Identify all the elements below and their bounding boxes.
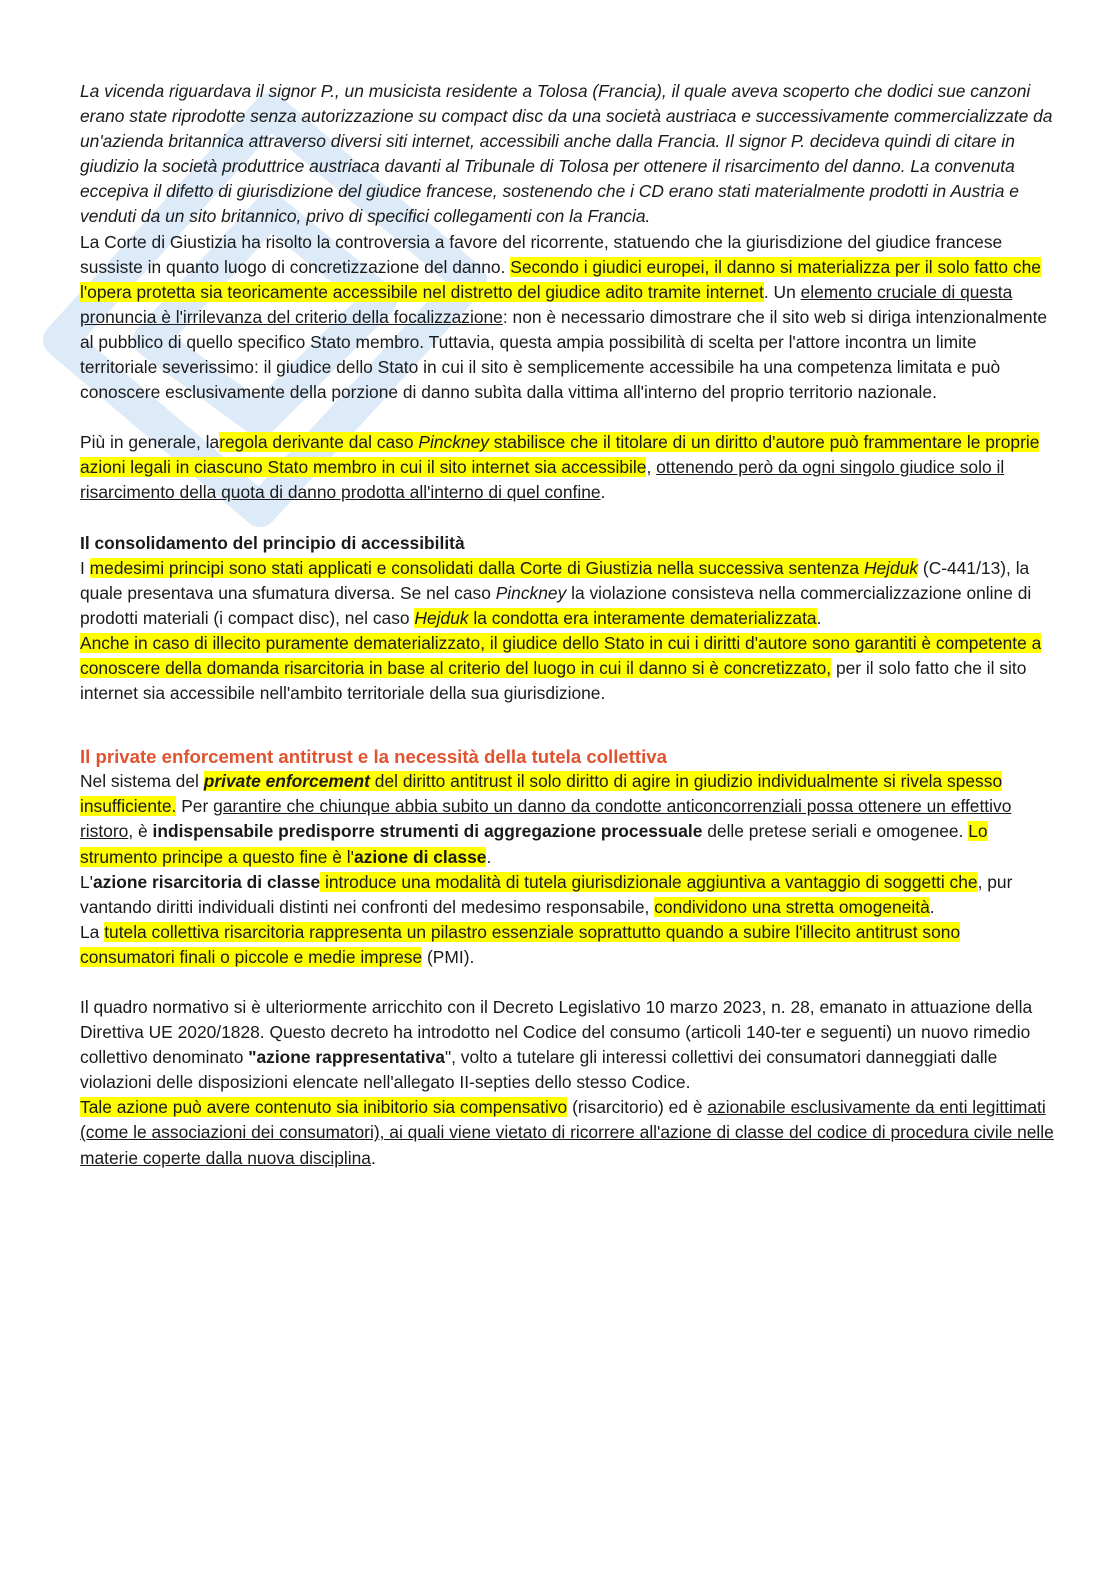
bold-term: "azione rappresentativa: [248, 1047, 445, 1068]
text-run: .: [600, 482, 606, 503]
bold-term: indispensabile predisporre strumenti di aggregazione processuale: [152, 821, 703, 842]
text-run: , è: [128, 821, 153, 842]
case-name: Hejduk: [863, 557, 919, 578]
text-run: . Un: [763, 281, 801, 302]
highlight: Anche in caso di illecito puramente dematerializzato, il giudice dello Stato in cui i diritti d'autore sono garantiti è competente a conoscere della domanda risarcitoria in base al criterio del luogo in cui il danno si è concretizzato,: [80, 632, 1042, 678]
paragraph-private-enforcement: [80, 769, 1058, 869]
text-run: .: [486, 846, 492, 867]
highlight: [414, 608, 816, 628]
text-run: .: [370, 1147, 376, 1168]
underline: garantire che chiunque abbia subito un danno da condotte anticoncorrenziali possa ottenere un effettivo ristoro: [80, 796, 1012, 842]
text-run: del diritto antitrust il solo diritto di agire in giudizio individualmente si rivela spesso insufficiente.: [80, 771, 1003, 817]
highlight: tutela collettiva risarcitoria rappresenta un pilastro essenziale soprattutto quando a subire l'illecito antitrust sono consumatori finali o piccole e medie imprese: [80, 921, 961, 967]
paragraph-dematerialized: [80, 631, 1058, 706]
text-run: ,: [646, 457, 657, 478]
text-run: I: [80, 557, 90, 578]
highlight: Secondo i giudici europei, il danno si materializza per il solo fatto che l'opera protetta sia teoricamente accessibile nel distretto del giudice adito tramite internet: [80, 256, 1041, 302]
text-run: La: [80, 921, 105, 942]
underline: ottenendo però da ogni singolo giudice solo il risarcimento della quota di danno prodotta all'interno di quel confine: [80, 457, 1005, 503]
paragraph-hejduk: [80, 556, 1058, 631]
paragraph-legislative-decree: [80, 995, 1058, 1095]
paragraph-representative-action: [80, 1095, 1058, 1170]
text-run: .: [816, 607, 822, 628]
text-run: L': [80, 871, 93, 892]
spacer: [80, 706, 1058, 744]
bold-term: azione risarcitoria di classe: [93, 871, 321, 892]
case-name: Pinckney: [418, 432, 489, 453]
paragraph-collective-protection: [80, 920, 1058, 970]
paragraph-class-action: [80, 870, 1058, 920]
text-run: ", volto a tutelare gli interessi collettivi dei consumatori danneggiati dalle violazioni delle disposizioni elencate nell'allegato II-septies dello stesso Codice.: [80, 1047, 998, 1093]
case-name: Hejduk: [414, 607, 469, 628]
text-run: Lo strumento principe a questo fine è l': [80, 821, 988, 867]
bold-term: azione di classe: [354, 846, 487, 867]
text-run: , pur vantando diritti individuali distinti nei confronti del medesimo responsabile,: [80, 871, 1013, 917]
document-page: [80, 79, 1058, 1171]
highlight: [90, 558, 918, 578]
text-run: Nel sistema del: [80, 771, 204, 792]
paragraph-pinckney-rule: [80, 430, 1058, 505]
spacer: [80, 506, 1058, 531]
case-name: Pinckney: [495, 582, 567, 603]
text-run: Il quadro normativo si è ulteriormente arricchito con il Decreto Legislativo 10 marzo 2023, n. 28, emanato in attuazione della Direttiva UE 2020/1828. Questo decreto ha introdotto nel Codice del consumo (articoli 140-ter e seguenti) un nuovo rimedio collettivo denominato: [80, 997, 1033, 1068]
text-run: : non è necessario dimostrare che il sito web si diriga intenzionalmente al pubblico di quello specifico Stato membro. Tuttavia, questa ampia possibilità di scelta per l'attore incontra un limite territoriale severissimo: il giudice dello Stato in cui il sito è semplicemente accessibile ha una competenza limitata e può conoscere esclusivamente della porzione di danno subìta dalla vittima all'interno del proprio territorio nazionale.: [80, 306, 1048, 403]
highlight: introduce una modalità di tutela giurisdizionale aggiuntiva a vantaggio di soggetti che: [320, 871, 978, 892]
highlight: Tale azione può avere contenuto sia inibitorio sia compensativo: [80, 1097, 568, 1118]
text-run: (risarcitorio) ed è: [567, 1097, 708, 1118]
spacer: [80, 405, 1058, 430]
text-run: la violazione consisteva nella commercializzazione online di prodotti materiali (i compact disc), nel caso: [80, 582, 1032, 628]
text-run: stabilisce che il titolare di un diritto d'autore può frammentare le proprie azioni legali in ciascuno Stato membro in cui il sito internet sia accessibile: [80, 432, 1040, 478]
paragraph-pinckney-facts: La vicenda riguardava il signor P., un musicista residente a Tolosa (Francia), il quale aveva scoperto che dodici sue canzoni erano state riprodotte senza autorizzazione su compact disc da una società austriaca e successivamente commercializzate da un'azienda britannica attraverso diversi siti internet, accessibili anche dalla Francia. Il signor P. decideva quindi di citare in giudizio la società produttrice austriaca davanti al Tribunale di Tolosa per ottenere il risarcimento del danno. La convenuta eccepiva il difetto di giurisdizione del giudice francese, sostenendo che i CD erano stati materialmente prodotti in Austria e venduti da un sito britannico, privo di specifici collegamenti con la Francia.: [80, 81, 1053, 227]
highlight: condividono una stretta omogeneità: [654, 896, 930, 917]
section-heading-antitrust: Il private enforcement antitrust e la necessità della tutela collettiva: [80, 746, 667, 768]
section-heading-accessibility: Il consolidamento del principio di accessibilità: [80, 532, 465, 553]
text-run: (PMI).: [422, 946, 475, 967]
bold-italic-term: private enforcement: [203, 771, 370, 792]
text-run: regola derivante dal caso: [219, 432, 419, 453]
underline: elemento cruciale di questa pronuncia è l'irrilevanza del criterio della focalizzazione: [80, 281, 1013, 327]
text-run: Per: [176, 796, 214, 817]
text-run: .: [929, 896, 935, 917]
text-run: Più in generale, la: [80, 432, 220, 453]
underline: azionabile esclusivamente da enti legittimati (come le associazioni dei consumatori), ai quali viene vietato di ricorrere all'azione di classe del codice di procedura civile nelle materie coperte dalla nuova disciplina: [80, 1097, 1054, 1168]
text-run: delle pretese seriali e omogenee.: [702, 821, 969, 842]
text-run: (C-441/13), la quale presentava una sfumatura diversa. Se nel caso: [80, 557, 1030, 603]
paragraph-court-ruling: [80, 230, 1058, 406]
spacer: [80, 970, 1058, 995]
text-run: per il solo fatto che il sito internet sia accessibile nell'ambito territoriale della sua giurisdizione.: [80, 657, 1027, 704]
text-run: medesimi principi sono stati applicati e consolidati dalla Corte di Giustizia nella successiva sentenza: [89, 557, 864, 578]
text-run: la condotta era interamente dematerializzata: [468, 607, 817, 628]
text-run: La Corte di Giustizia ha risolto la controversia a favore del ricorrente, statuendo che la giurisdizione del giudice francese sussiste in quanto luogo di concretizzazione del danno.: [80, 231, 1003, 277]
